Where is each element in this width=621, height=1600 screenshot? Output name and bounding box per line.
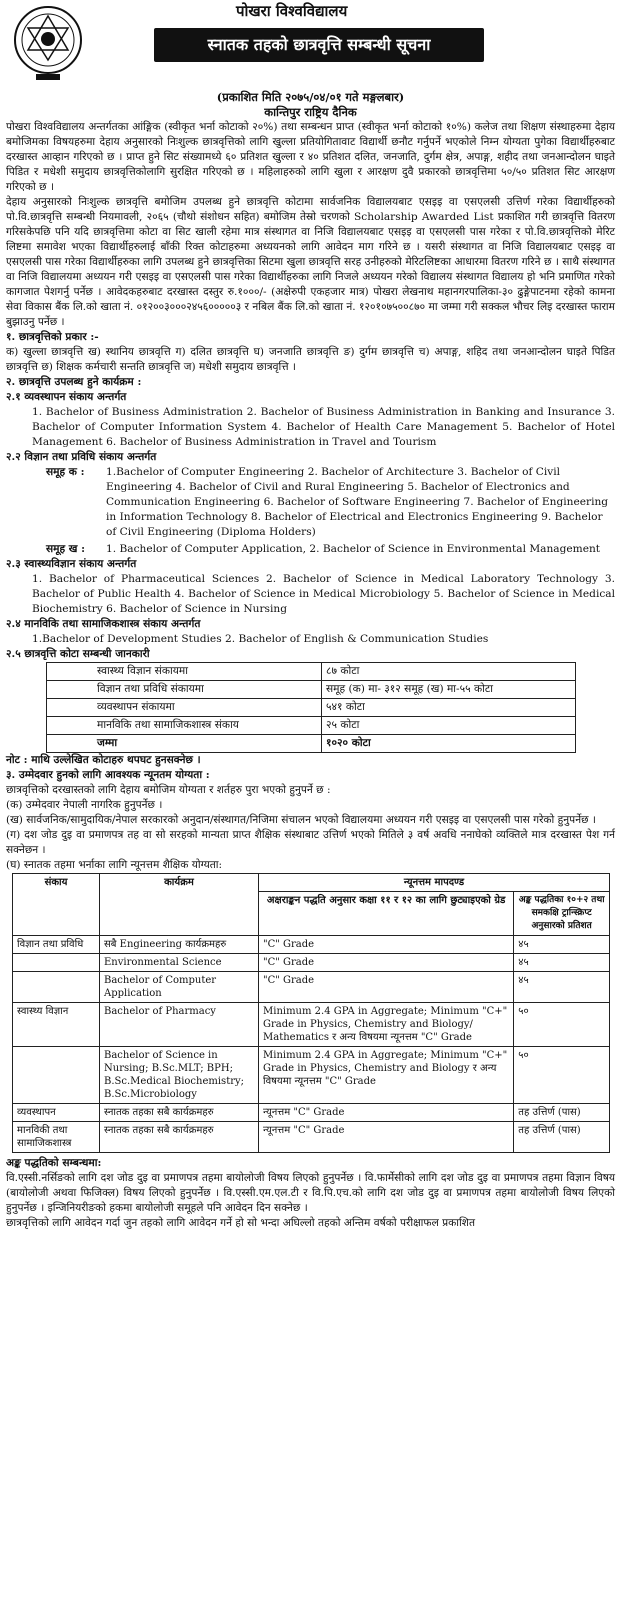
intro-paragraph: पोखरा विश्वविद्यालय अन्तर्गतका आंङ्गिक (स्वीकृत भर्ना कोटाको २०%) तथा सम्बन्धन प्राप्त (स्वीकृत भर्ना कोटाको १०%) कलेज तथा शिक्षण संस्थाहरुमा देहाय बमोजिमका विषयहरुमा देहाय अनुसारको निःशुल्क छात्रवृत्तिको लागि खुल्ला प्रतियोगितावाट विद्यार्थी छनौट गर्नुपर्ने भएकोले निम्न योग्यता पुगेका विद्यार्थीहरुबाट दरखास्त आव्हान गरिएको छ । प्राप्त हुने सिट संख्यामध्ये ६० प्रतिशत खुल्ला र ४० प्रतिशत दलित, जनजाति, दुर्गम क्षेत्र, अपाङ्ग, शहीद तथा जनआन्दोलन घाइते पिडित र मधेशी समुदाय छात्रवृत्तिकोलागि सुरक्षित गरिएको छ । महिलाहरुको लागि खुला र आरक्षण दुवै प्रकारको छात्रवृत्तिमा ५०/५० प्रतिशत सिट आरक्षण गरिएको छ । bbox=[6, 121, 615, 193]
quota-row bbox=[47, 699, 576, 717]
condition-ka: (क) उम्मेदवार नेपाली नागरिक हुनुपर्नेछ । bbox=[6, 799, 163, 811]
quota-row bbox=[47, 681, 576, 699]
scholarship-types: क) खुल्ला छात्रवृत्ति ख) स्थानिय छात्रवृत्ति ग) दलित छात्रवृत्ति घ) जनजाति छात्रवृत्ति ङ) दुर्गम छात्रवृत्ति च) अपाङ्ग, शहिद तथा जनआन्दोलन घाइते पिडित छात्रवृत्ति छ) शिक्षक कर्मचारी सन्तति छात्रवृत्ति ज) मधेशी समुदाय छात्रवृत्ति । bbox=[6, 346, 615, 373]
quota-value: ८७ कोटा bbox=[322, 663, 576, 681]
elig-grade: न्यूनत्तम "C" Grade bbox=[259, 1104, 514, 1122]
detail-paragraph: देहाय अनुसारको निःशुल्क छात्रवृत्ति बमोजिम उपलब्ध हुने छात्रवृत्ति कोटामा सार्वजनिक विद्यालयबाट एसइइ वा एसएलसी उत्तिर्ण गरेका विद्यार्थीहरुको पो.वि.छात्रवृत्ति सम्बन्धी नियमावली, २०६५ (चौथो संशोधन सहित) बमोजिम तेस्रो चरणको Scholarship Awarded List प्रकाशित गरी छात्रवृत्ति वितरण गरिसकेपछि पनि यदि छात्रवृत्तिमा कोटा वा सिट खाली रहेमा मात्र संस्थागत वा निजि विद्यालयबाट एसइइ वा एसएलसी पास गरेका र पो.वि.छात्रवृत्तिको मेरिट लिष्टमा समावेश भएका विद्यार्थीहरुलाई बाँकी रिक्त कोटाहरुमा अध्ययनको लागि आवेदन माग गरिने छ । यसरी संस्थागत वा निजि विद्यालयबाट एसइइ वा एसएलसी पास गरेका विद्यार्थीहरुका लागि उपलब्ध हुने छात्रवृत्तिका सिटमा खुला छात्रवृत्ति सरह उनीहरुको मेरिटलिष्टका आधारमा वितरण गरिने छ । साथै संस्थागत वा निजि विद्यालयमा अध्ययन गरी एसइइ वा एसएलसी पास गरेका विद्यार्थीहरुका लागि निजले अध्ययन गरेको विद्यालय संस्थागत विद्यालय हो भनि प्रमाणित गरेको कागजात पेशगर्नु पर्नेछ । आवेदकहरुबाट दरखास्त दस्तुर रु.१०००/- (अक्षेरुपी एकहजार मात्र) पोखरा लेखनाथ महानगरपालिका-३० ढुङ्गेपाटनमा रहेको कामना सेवा विकास बैंक लि.को खाता नं. ०१२००३०००२४५६०००००३ र नबिल बैंक लि.को खाता नं. १२०१०७५००८७० मा जम्मा गरी सक्कल भौचर लिइ दरखास्त फाराम बुझाउनु पर्नेछ । bbox=[6, 196, 615, 328]
elig-program: Bachelor of Science in Nursing; B.Sc.MLT; BPH; B.Sc.Medical Biochemistry; B.Sc.Microbiology bbox=[100, 1047, 259, 1104]
elig-grade: "C" Grade bbox=[259, 954, 514, 972]
eligibility-row bbox=[13, 954, 610, 972]
published-date: (प्रकाशित मिति २०७५/०४/०१ गते मङ्गलबार) bbox=[216, 90, 405, 104]
eligibility-row bbox=[13, 972, 610, 1003]
elig-percent: तह उत्तिर्ण (पास) bbox=[514, 1104, 610, 1122]
elig-faculty bbox=[13, 954, 100, 972]
university-logo bbox=[12, 2, 84, 82]
quota-value: समूह (क) मा- ३१२ समूह (ख) मा-५५ कोटा bbox=[322, 681, 576, 699]
condition-gha: (घ) स्नातक तहमा भर्नाका लागि न्यूनत्तम शैक्षिक योग्यता: bbox=[6, 859, 223, 871]
group-b bbox=[6, 542, 615, 557]
notice-title: स्नातक तहको छात्रवृत्ति सम्बन्धी सूचना bbox=[154, 28, 484, 62]
elig-percent: ४५ bbox=[514, 936, 610, 954]
condition-kha: (ख) सार्वजनिक/सामुदायिक/नेपाल सरकारको अनुदान/संस्थागत/निजिमा संचालन भएको विद्यालयमा अध्ययन गरी एसइइ वा एसएलसी पास गरेको हुनुपर्नेछ । bbox=[6, 814, 596, 826]
condition-ga: (ग) दश जोड दुइ वा प्रमाणपत्र तह वा सो सरहको मान्यता प्राप्त शैक्षिक संस्थाबाट उत्तिर्ण भएको मितिले ३ वर्ष अवधि ननाघेको व्यक्तिले मात्र दरखास्त पेश गर्न सक्नेछन । bbox=[6, 829, 615, 856]
section-3-intro: छात्रवृत्तिको दरखास्तको लागि देहाय बमोजिम योग्यता र शर्तहरु पुरा भएको हुनुपर्ने छ : bbox=[6, 784, 331, 796]
elig-program: Bachelor of Pharmacy bbox=[100, 1003, 259, 1047]
quota-value: ५४१ कोटा bbox=[322, 699, 576, 717]
section-3-heading: ३. उम्मेदवार हुनको लागि आवश्यक न्यूनतम योग्यता : bbox=[6, 769, 210, 781]
section-2-heading: २. छात्रवृत्ति उपलब्ध हुने कार्यक्रम : bbox=[6, 376, 142, 388]
elig-program: स्नातक तहका सबै कार्यक्रमहरु bbox=[100, 1104, 259, 1122]
eligibility-row bbox=[13, 936, 610, 954]
elig-grade: Minimum 2.4 GPA in Aggregate; Minimum "C+" Grade in Physics, Chemistry and Biology र अन्य विषयमा न्यूनत्तम "C" Grade bbox=[259, 1047, 514, 1104]
section-2-5-heading: २.५ छात्रवृत्ति कोटा सम्बन्धी जानकारी bbox=[6, 648, 150, 660]
section-1-heading: १. छात्रवृत्तिको प्रकार :- bbox=[6, 331, 99, 343]
humanities-programs: 1.Bachelor of Development Studies 2. Bachelor of English & Communication Studies bbox=[32, 633, 489, 645]
eligibility-row bbox=[13, 1003, 610, 1047]
section-2-3-heading: २.३ स्वास्थ्यविज्ञान संकाय अन्तर्गत bbox=[6, 558, 137, 570]
eligibility-row bbox=[13, 1047, 610, 1104]
elig-grade: "C" Grade bbox=[259, 972, 514, 1003]
col-percent: अङ्क पद्धतिका १०+२ तथा समकक्षि ट्रान्स्क्रिप्ट अनुसारको प्रतिशत bbox=[514, 892, 610, 936]
elig-percent: ५० bbox=[514, 1003, 610, 1047]
elig-grade: न्यूनत्तम "C" Grade bbox=[259, 1122, 514, 1153]
group-a bbox=[6, 465, 615, 540]
quota-total-value: १०२० कोटा bbox=[322, 735, 576, 753]
footer-heading: अङ्क पद्धतिको सम्बन्धमा: bbox=[6, 1157, 102, 1169]
group-b-label: समूह ख : bbox=[46, 543, 86, 555]
elig-faculty bbox=[13, 1047, 100, 1104]
elig-grade: Minimum 2.4 GPA in Aggregate; Minimum "C+" Grade in Physics, Chemistry and Biology/ Mathematics र अन्य विषयमा न्यूनत्तम "C" Grade bbox=[259, 1003, 514, 1047]
group-a-programs: 1.Bachelor of Computer Engineering 2. Bachelor of Architecture 3. Bachelor of Civil Engineering 4. Bachelor of Civil and Rural Engineering 5. Bachelor of Electronics and Communication Engineering 6. Bachelor of Software Engineering 7. Bachelor of Engineering in Information Technology 8. Bachelor of Electrical and Electronics Engineering 9. Bachelor of Civil Engineering (Diploma Holders) bbox=[106, 466, 609, 538]
quota-row bbox=[47, 717, 576, 735]
elig-faculty: मानविकी तथा सामाजिकशास्त्र bbox=[13, 1122, 100, 1153]
quota-total-label: जम्मा bbox=[47, 735, 322, 753]
elig-program: Environmental Science bbox=[100, 954, 259, 972]
newspaper-name: कान्तिपुर राष्ट्रिय दैनिक bbox=[264, 105, 357, 119]
elig-faculty bbox=[13, 972, 100, 1003]
elig-program: स्नातक तहका सबै कार्यक्रमहरु bbox=[100, 1122, 259, 1153]
elig-program: सबै Engineering कार्यक्रमहरु bbox=[100, 936, 259, 954]
elig-grade: "C" Grade bbox=[259, 936, 514, 954]
footer-paragraph-2: छात्रवृत्तिको लागि आवेदन गर्दा जुन तहको लागि आवेदन गर्ने हो सो भन्दा अघिल्लो तहको अन्तिम वर्षको परीक्षाफल प्रकाशित bbox=[6, 1217, 476, 1229]
elig-percent: ४५ bbox=[514, 954, 610, 972]
col-faculty: संकाय bbox=[13, 874, 100, 936]
elig-percent: ५० bbox=[514, 1047, 610, 1104]
quota-faculty: व्यवस्थापन संकायमा bbox=[47, 699, 322, 717]
section-2-1-heading: २.१ व्यवस्थापन संकाय अन्तर्गत bbox=[6, 391, 127, 403]
quota-faculty: विज्ञान तथा प्रविधि संकायमा bbox=[47, 681, 322, 699]
group-b-programs: 1. Bachelor of Computer Application, 2. Bachelor of Science in Environmental Management bbox=[106, 543, 601, 555]
quota-table bbox=[46, 662, 576, 753]
quota-value: २५ कोटा bbox=[322, 717, 576, 735]
col-program: कार्यक्रम bbox=[100, 874, 259, 936]
quota-faculty: मानविकि तथा सामाजिकशास्त्र संकाय bbox=[47, 717, 322, 735]
header bbox=[6, 0, 615, 66]
quota-total-row bbox=[47, 735, 576, 753]
eligibility-row bbox=[13, 1104, 610, 1122]
management-programs: 1. Bachelor of Business Administration 2. Bachelor of Business Administration in Banking and Insurance 3. Bachelor of Computer Information System 4. Bachelor of Health Care Management 5. Bachelor of Hotel Management 6. Bachelor of Business Administration in Travel and Tourism bbox=[32, 406, 615, 448]
group-a-label: समूह क : bbox=[46, 466, 85, 478]
university-name: पोखरा विश्वविद्यालय bbox=[236, 2, 348, 20]
elig-percent: तह उत्तिर्ण (पास) bbox=[514, 1122, 610, 1153]
health-programs: 1. Bachelor of Pharmaceutical Sciences 2. Bachelor of Science in Medical Laboratory Technology 3. Bachelor of Public Health 4. Bachelor of Science in Medical Microbiology 5. Bachelor of Science in Medical Biochemistry 6. Bachelor of Science in Nursing bbox=[32, 573, 615, 615]
section-2-2-heading: २.२ विज्ञान तथा प्रविधि संकाय अन्तर्गत bbox=[6, 451, 157, 463]
note: नोट : माथि उल्लेखित कोटाहरु थपघट हुनसक्नेछ । bbox=[6, 754, 201, 766]
quota-faculty: स्वास्थ्य विज्ञान संकायमा bbox=[47, 663, 322, 681]
elig-program: Bachelor of Computer Application bbox=[100, 972, 259, 1003]
footer-paragraph-1: वि.एस्सी.नर्सिङको लागि दश जोड दुइ वा प्रमाणपत्र तहमा बायोलोजी विषय लिएको हुनुपर्नेछ । वि.फार्मेसीको लागि दश जोड दुइ वा प्रमाणपत्र तहमा विज्ञान विषय (बायोलोजी अथवा फिजिक्ल) विषय लिएको हुनुपर्नेछ । वि.एस्सी.एम.एल.टी र वि.पि.एच.को लागि दश जोड दुइ वा प्रमाणपत्र तहमा बायोलोजी विषय लिएको हुनुपर्नेछ । इन्जिनियरीङको हकमा बायोलोजी समूहले पनि आवेदन दिन सक्नेछ । bbox=[6, 1172, 615, 1214]
elig-faculty: विज्ञान तथा प्रविधि bbox=[13, 936, 100, 954]
eligibility-row bbox=[13, 1122, 610, 1153]
section-2-4-heading: २.४ मानविकि तथा सामाजिकशास्त्र संकाय अन्तर्गत bbox=[6, 618, 201, 630]
col-grade: अक्षराङ्कन पद्धति अनुसार कक्षा ११ र १२ का लागि छुट्याइएको ग्रेड bbox=[259, 892, 514, 936]
col-minimum: न्यूनत्तम मापदण्ड bbox=[259, 874, 610, 892]
eligibility-table bbox=[12, 873, 610, 1153]
elig-percent: ४५ bbox=[514, 972, 610, 1003]
quota-row bbox=[47, 663, 576, 681]
elig-faculty: स्वास्थ्य विज्ञान bbox=[13, 1003, 100, 1047]
elig-faculty: व्यवस्थापन bbox=[13, 1104, 100, 1122]
